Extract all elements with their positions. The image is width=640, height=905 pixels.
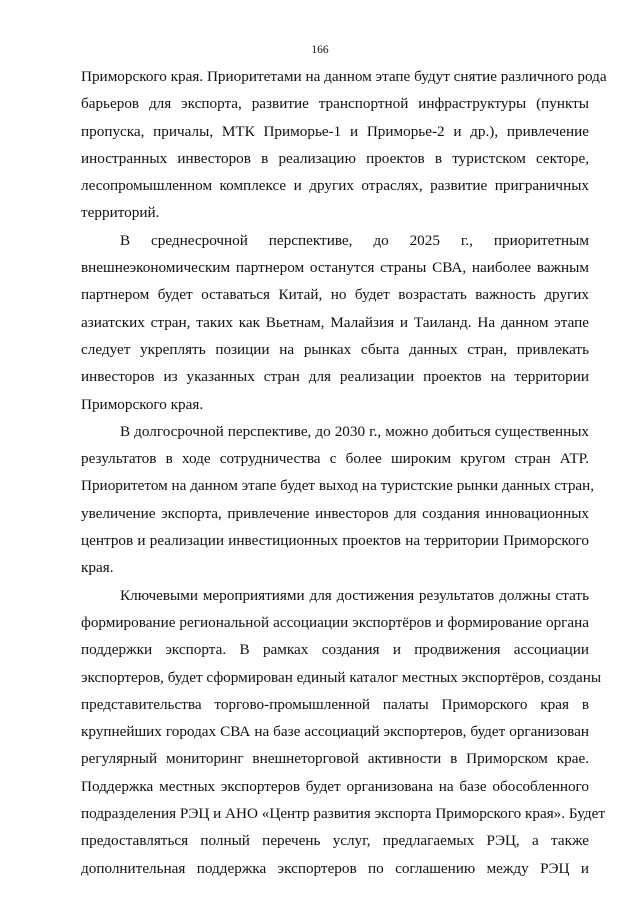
text-line: формирование региональной ассоциации экспортёров и формирование органа: [81, 613, 589, 631]
text-line: края.: [81, 559, 114, 577]
text-line: партнером будет оставаться Китай, но будет возрастать важность других: [81, 286, 589, 304]
text-line: представительства торгово-промышленной палаты Приморского края в: [81, 695, 589, 713]
text-line: Приморского края.: [81, 395, 204, 413]
text-line: экспортеров, будет сформирован единый каталог местных экспортёров, созданы: [81, 668, 602, 686]
document-body: [81, 63, 607, 882]
text-line: лесопромышленном комплексе и других отраслях, развитие приграничных: [81, 177, 589, 195]
text-line: следует укреплять позиции на рынках сбыта данных стран, привлекать: [81, 340, 589, 358]
paragraph: [81, 582, 605, 882]
paragraph: [81, 418, 595, 582]
text-line: иностранных инвесторов в реализацию проектов в туристском секторе,: [81, 149, 589, 167]
text-line: В долгосрочной перспективе, до 2030 г., можно добиться существенных: [120, 422, 589, 440]
text-line: поддержки экспорта. В рамках создания и продвижения ассоциации: [81, 641, 589, 659]
text-line: В среднесрочной перспективе, до 2025 г., приоритетным: [120, 231, 589, 249]
text-line: Приоритетом на данном этапе будет выход на туристские рынки данных стран,: [81, 477, 595, 495]
text-line: Поддержка местных экспортеров будет организована на базе обособленного: [81, 777, 589, 795]
text-line: территорий.: [81, 204, 160, 222]
page-number: 166: [311, 44, 329, 56]
text-line: внешнеэкономическим партнером останутся страны СВА, наиболее важным: [81, 259, 589, 277]
text-line: пропуска, причалы, МТК Приморье-1 и Приморье-2 и др.), привлечение: [81, 122, 589, 140]
text-line: барьеров для экспорта, развитие транспортной инфраструктуры (пункты: [81, 95, 589, 113]
text-line: Ключевыми мероприятиями для достижения результатов должны стать: [120, 586, 589, 604]
text-line: увеличение экспорта, привлечение инвесторов для создания инновационных: [81, 504, 589, 522]
text-line: крупнейших городах СВА на базе ассоциаций экспортеров, будет организован: [81, 723, 589, 741]
text-line: подразделения РЭЦ и АНО «Центр развития экспорта Приморского края». Будет: [81, 805, 605, 823]
text-line: азиатских стран, таких как Вьетнам, Малайзия и Таиланд. На данном этапе: [81, 313, 589, 331]
text-line: центров и реализации инвестиционных проектов на территории Приморского: [81, 532, 589, 550]
text-line: дополнительная поддержка экспортеров по соглашению между РЭЦ и: [81, 859, 589, 877]
text-line: регулярный мониторинг внешнеторговой активности в Приморском крае.: [81, 750, 589, 768]
text-line: инвесторов из указанных стран для реализации проектов на территории: [81, 368, 589, 386]
text-line: предоставляться полный перечень услуг, предлагаемых РЭЦ, а также: [81, 832, 589, 850]
text-line: результатов в ходе сотрудничества с более широким кругом стран АТР.: [81, 450, 589, 468]
text-line: Приморского края. Приоритетами на данном этапе будут снятие различного рода: [81, 68, 607, 85]
paragraph: [81, 63, 607, 227]
paragraph: [81, 227, 589, 418]
